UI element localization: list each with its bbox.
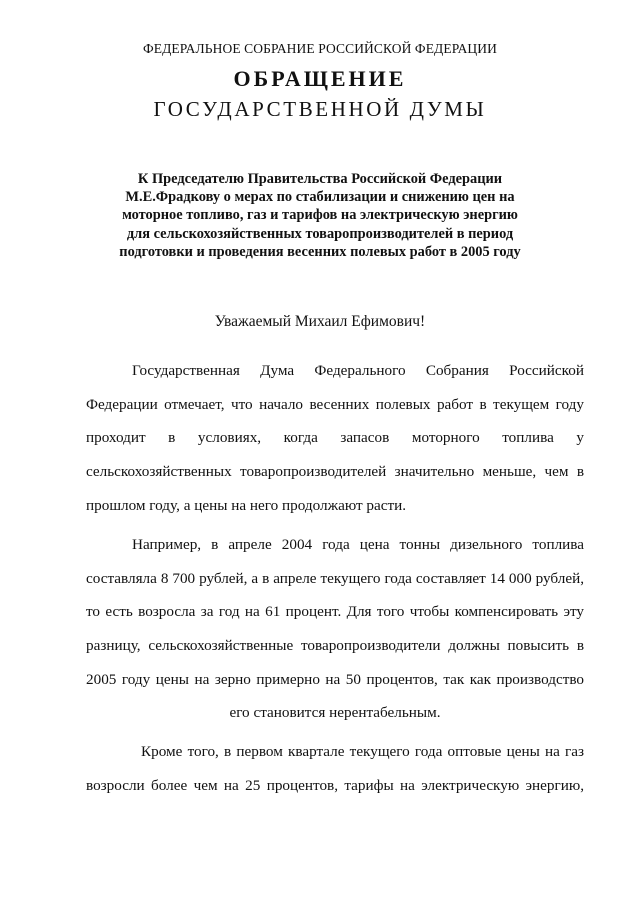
paragraph-line: Например, в апреле 2004 года цена тонны дизельного топлива bbox=[132, 536, 584, 553]
paragraph-line: то есть возросла за год на 61 процент. Для того чтобы компенсировать эту bbox=[86, 603, 584, 621]
document-title: ОБРАЩЕНИЕ bbox=[233, 66, 407, 91]
paragraph-line: сельскохозяйственных товаропроизводителей значительно меньше, чем в bbox=[86, 463, 584, 481]
paragraph-line: его становится нерентабельным. bbox=[229, 704, 441, 722]
paragraph-line: проходит в условиях, когда запасов моторного топлива у bbox=[86, 429, 584, 447]
paragraph-line: 2005 году цены на зерно примерно на 50 процентов, так как производство bbox=[86, 670, 584, 688]
body-paragraph bbox=[86, 735, 584, 802]
paragraph-line: возросли более чем на 25 процентов, тарифы на электрическую энергию, bbox=[86, 776, 584, 794]
addressee-line: моторное топливо, газ и тарифов на электрическую энергию bbox=[122, 207, 518, 224]
salutation: Уважаемый Михаил Ефимович! bbox=[214, 313, 426, 330]
addressee-line: М.Е.Фрадкову о мерах по стабилизации и снижению цен на bbox=[125, 189, 515, 206]
organization-header: ФЕДЕРАЛЬНОЕ СОБРАНИЕ РОССИЙСКОЙ ФЕДЕРАЦИИ bbox=[143, 41, 497, 56]
paragraph-line: составляла 8 700 рублей, а в апреле текущего года составляет 14 000 рублей, bbox=[86, 569, 584, 587]
addressee-line: для сельскохозяйственных товаропроизводителей в период bbox=[126, 225, 514, 242]
paragraph-line: разницу, сельскохозяйственные товаропроизводители должны повысить в bbox=[86, 637, 584, 655]
paragraph-line: Кроме того, в первом квартале текущего года оптовые цены на газ bbox=[141, 743, 584, 760]
paragraph-line: Федерации отмечает, что начало весенних полевых работ в текущем году bbox=[86, 395, 584, 413]
paragraph-line: прошлом году, а цены на него продолжают расти. bbox=[86, 496, 407, 514]
addressee-line: подготовки и проведения весенних полевых работ в 2005 году bbox=[119, 243, 521, 260]
addressee-block bbox=[100, 170, 540, 261]
addressee-line: К Председателю Правительства Российской Федерации bbox=[137, 171, 503, 187]
paragraph-line: Государственная Дума Федерального Собрания Российской bbox=[132, 362, 584, 379]
document-subtitle: ГОСУДАРСТВЕННОЙ ДУМЫ bbox=[153, 97, 487, 121]
body-paragraph bbox=[86, 354, 584, 522]
body-paragraph bbox=[86, 528, 584, 730]
